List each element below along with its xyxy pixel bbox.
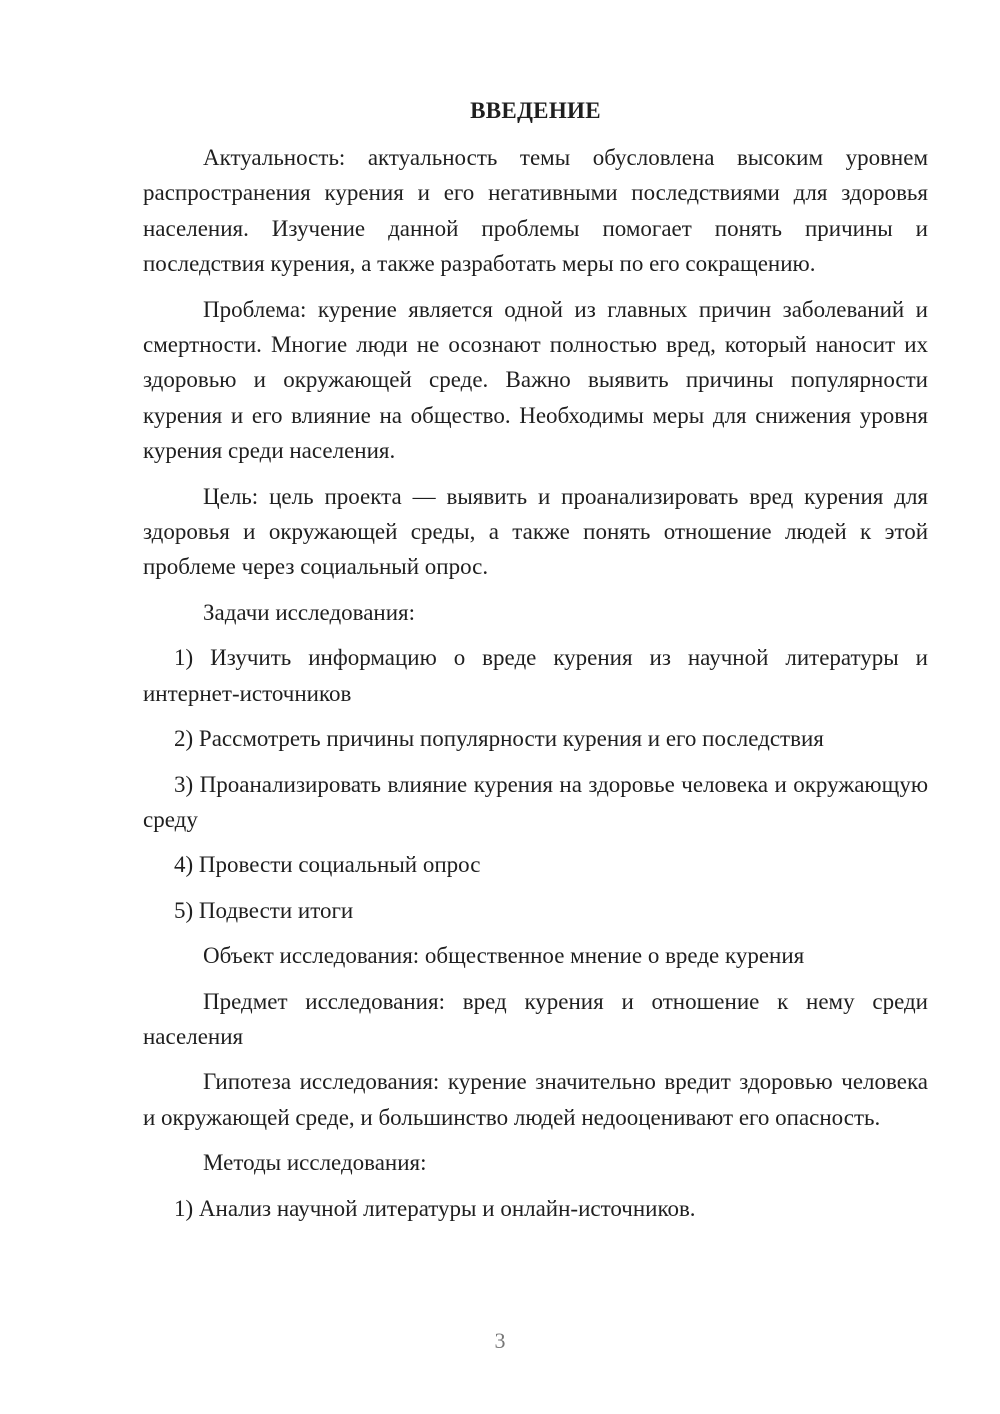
- paragraph-object: Объект исследования: общественное мнение о вреде курения: [203, 943, 805, 969]
- list-item-task-3: 3) Проанализировать влияние курения на здоровье человека и окружающую среду: [143, 771, 928, 832]
- paragraph-hypothesis: Гипотеза исследования: курение значительно вредит здоровью человека и окружающей среде, и большинство людей недооценивают его опасность.: [143, 1069, 928, 1130]
- list-item-task-5: 5) Подвести итоги: [174, 897, 354, 923]
- paragraph-goal: Цель: цель проекта — выявить и проанализировать вред курения для здоровья и окружающей среды, а также понять отношение людей к этой проблеме через социальный опрос.: [143, 483, 928, 580]
- paragraph-subject: Предмет исследования: вред курения и отношение к нему среди населения: [143, 988, 928, 1049]
- list-item-task-4: 4) Провести социальный опрос: [174, 852, 481, 878]
- list-item-method-1: 1) Анализ научной литературы и онлайн-источников.: [174, 1195, 696, 1221]
- paragraph-methods-heading: Методы исследования:: [203, 1150, 427, 1176]
- list-item-task-1: 1) Изучить информацию о вреде курения из научной литературы и интернет-источников: [143, 645, 928, 706]
- page-number: 3: [494, 1328, 506, 1353]
- section-title: ВВЕДЕНИЕ: [470, 98, 601, 123]
- paragraph-problem: Проблема: курение является одной из главных причин заболеваний и смертности. Многие люди не осознают полностью вред, который наносит их здоровью и окружающей среде. Важно выявить причины популярности курения и его влияние на общество. Необходимы меры для снижения уровня курения среди населения.: [143, 296, 928, 464]
- list-item-task-2: 2) Рассмотреть причины популярности курения и его последствия: [174, 726, 824, 752]
- paragraph-relevance: Актуальность: актуальность темы обусловлена высоким уровнем распространения курения и его негативными последствиями для здоровья населения. Изучение данной проблемы помогает понять причины и последствия курения, а также разработать меры по его сокращению.: [143, 145, 928, 277]
- page-content: [143, 93, 928, 1236]
- paragraph-tasks-heading: Задачи исследования:: [203, 599, 416, 625]
